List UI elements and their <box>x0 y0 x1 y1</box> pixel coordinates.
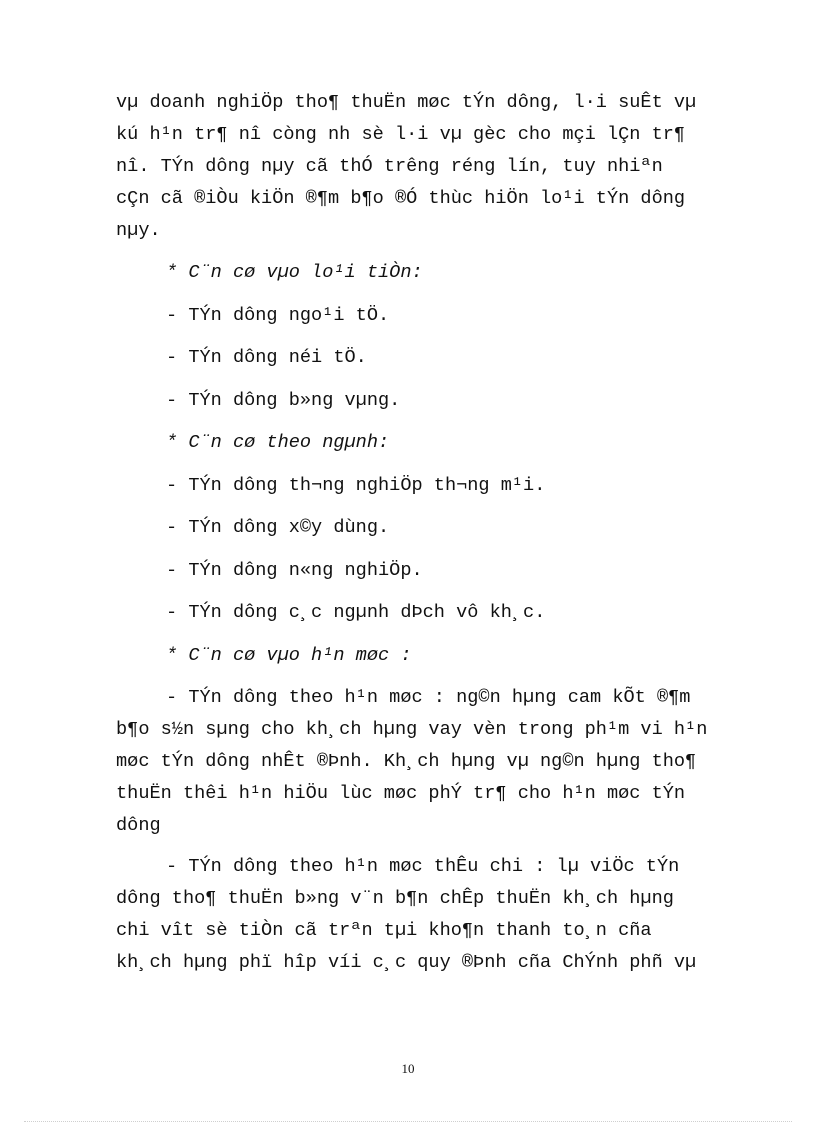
body-text-line: - TÝn dông theo h¹n møc thÊu chi : lµ viÖc tÝn <box>166 856 680 877</box>
body-text-line: kh¸ch hµng phï hîp víi c¸c quy ®Þnh cña ChÝnh phñ vµ <box>116 952 697 973</box>
section-heading: * C¨n cø theo ngµnh: <box>166 432 390 453</box>
body-text-line: thuËn thêi h¹n hiÖu lùc møc phÝ tr¶ cho h¹n møc tÝn <box>116 783 686 804</box>
section-heading: * C¨n cø vµo lo¹i tiÒn: <box>166 262 423 283</box>
list-item: - TÝn dông néi tÖ. <box>166 347 367 368</box>
body-text-line: kú h¹n tr¶ nî còng nh sè l·i vµ gèc cho mçi lÇn tr¶ <box>116 124 686 145</box>
body-text-line: nî. TÝn dông nµy cã thÓ trêng réng lín, tuy nhiªn <box>116 156 663 177</box>
page-number: 10 <box>401 1061 415 1076</box>
list-item: - TÝn dông c¸c ngµnh dÞch vô kh¸c. <box>166 602 546 623</box>
list-item: - TÝn dông n«ng nghiÖp. <box>166 560 423 581</box>
body-text-line: vµ doanh nghiÖp tho¶ thuËn møc tÝn dông, l·i suÊt vµ <box>116 92 697 113</box>
body-text-line: cÇn cã ®iÒu kiÖn ®¶m b¶o ®Ó thùc hiÖn lo¹i tÝn dông <box>116 188 686 209</box>
body-text-line: møc tÝn dông nhÊt ®Þnh. Kh¸ch hµng vµ ng©n hµng tho¶ <box>116 751 697 772</box>
list-item: - TÝn dông b»ng vµng. <box>166 390 401 411</box>
body-text-line: b¶o s½n sµng cho kh¸ch hµng vay vèn trong ph¹m vi h¹n <box>116 719 708 740</box>
list-item: - TÝn dông ngo¹i tÖ. <box>166 305 390 326</box>
page-bottom-divider <box>24 1121 792 1122</box>
body-text-line: dông <box>116 815 161 836</box>
list-item: - TÝn dông x©y dùng. <box>166 517 390 538</box>
list-item: - TÝn dông th¬ng nghiÖp th¬ng m¹i. <box>166 475 546 496</box>
body-text-line: nµy. <box>116 220 161 241</box>
body-text-line: chi vît sè tiÒn cã trªn tµi kho¶n thanh to¸n cña <box>116 920 652 941</box>
section-heading: * C¨n cø vµo h¹n møc : <box>166 645 412 666</box>
body-text-line: dông tho¶ thuËn b»ng v¨n b¶n chÊp thuËn kh¸ch hµng <box>116 888 674 909</box>
body-text-line: - TÝn dông theo h¹n møc : ng©n hµng cam kÕt ®¶m <box>166 687 691 708</box>
